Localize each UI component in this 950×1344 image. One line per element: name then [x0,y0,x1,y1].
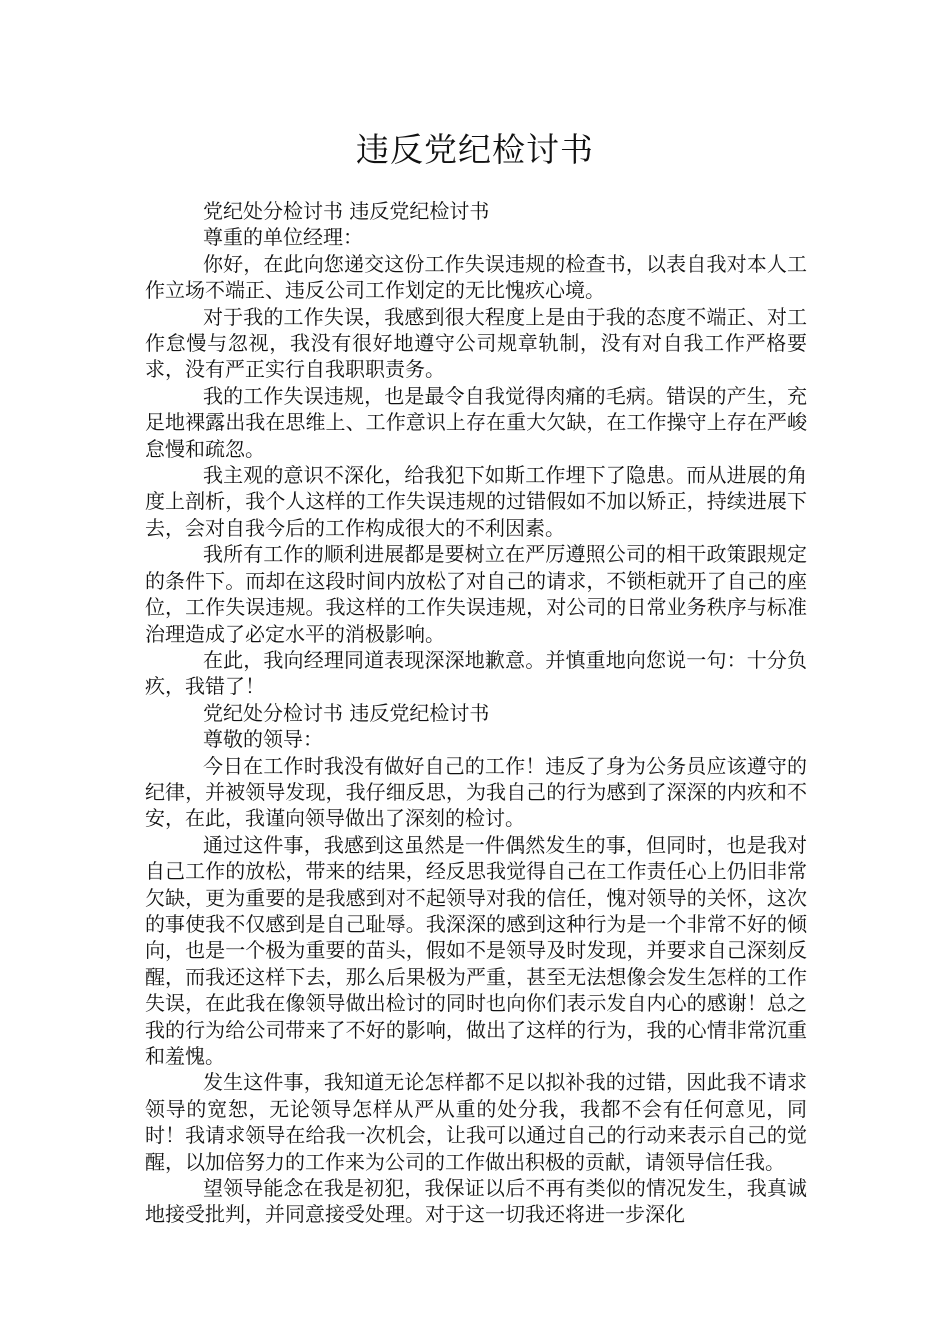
paragraph: 你好，在此向您递交这份工作失误违规的检查书，以表自我对本人工作立场不端正、违反公司工作划定的无比愧疚心境。 [145,251,807,303]
paragraph: 党纪处分检讨书 违反党纪检讨书 [203,700,490,725]
paragraph: 尊敬的领导： [203,727,323,752]
paragraph: 在此，我向经理同道表现深深地歉意。并慎重地向您说一句：十分负疚，我错了！ [145,647,807,699]
paragraph: 望领导能念在我是初犯，我保证以后不再有类似的情况发生，我真诚地接受批判，并同意接受处理。对于这一切我还将进一步深化 [145,1176,807,1227]
paragraph: 对于我的工作失误，我感到很大程度上是由于我的态度不端正、对工作怠慢与忽视，我没有很好地遵守公司规章轨制，没有对自我工作严格要求，没有严正实行自我职职责务。 [145,304,807,382]
paragraph: 我所有工作的顺利进展都是要树立在严厉遵照公司的相干政策跟规定的条件下。而却在这段时间内放松了对自己的请求，不锁柜就开了自己的座位，工作失误违规。我这样的工作失误违规，对公司的日常业务秩序与标准治理造成了必定水平的消极影响。 [145,542,807,646]
paragraph: 今日在工作时我没有做好自己的工作！违反了身为公务员应该遵守的纪律，并被领导发现，我仔细反思，为我自己的行为感到了深深的内疚和不安，在此，我谨向领导做出了深刻的检讨。 [145,753,807,831]
document-title: 违反党纪检讨书 [356,130,594,169]
paragraph: 尊重的单位经理： [203,225,363,250]
paragraph: 发生这件事，我知道无论怎样都不足以拟补我的过错，因此我不请求领导的宽恕，无论领导怎样从严从重的处分我，我都不会有任何意见，同时！我请求领导在给我一次机会，让我可以通过自己的行动来表示自己的觉醒，以加倍努力的工作来为公司的工作做出积极的贡献，请领导信任我。 [145,1070,807,1174]
paragraph: 党纪处分检讨书 违反党纪检讨书 [203,199,490,223]
document-body [145,198,807,1228]
paragraph: 通过这件事，我感到这虽然是一件偶然发生的事，但同时，也是我对自己工作的放松，带来的结果，经反思我觉得自己在工作责任心上仍旧非常欠缺，更为重要的是我感到对不起领导对我的信任，愧对领导的关怀，这次的事使我不仅感到是自己耻辱。我深深的感到这种行为是一个非常不好的倾向，也是一个极为重要的苗头，假如不是领导及时发现，并要求自己深刻反醒，而我还这样下去，那么后果极为严重，甚至无法想像会发生怎样的工作失误，在此我在像领导做出检讨的同时也向你们表示发自内心的感谢！总之我的行为给公司带来了不好的影响，做出了这样的行为，我的心情非常沉重和羞愧。 [145,832,807,1068]
paragraph: 我主观的意识不深化，给我犯下如斯工作埋下了隐患。而从进展的角度上剖析，我个人这样的工作失误违规的过错假如不加以矫正，持续进展下去，会对自我今后的工作构成很大的不利因素。 [145,463,807,540]
paragraph: 我的工作失误违规，也是最令自我觉得肉痛的毛病。错误的产生，充足地裸露出我在思维上、工作意识上存在重大欠缺，在工作操守上存在严峻怠慢和疏忽。 [145,383,807,461]
